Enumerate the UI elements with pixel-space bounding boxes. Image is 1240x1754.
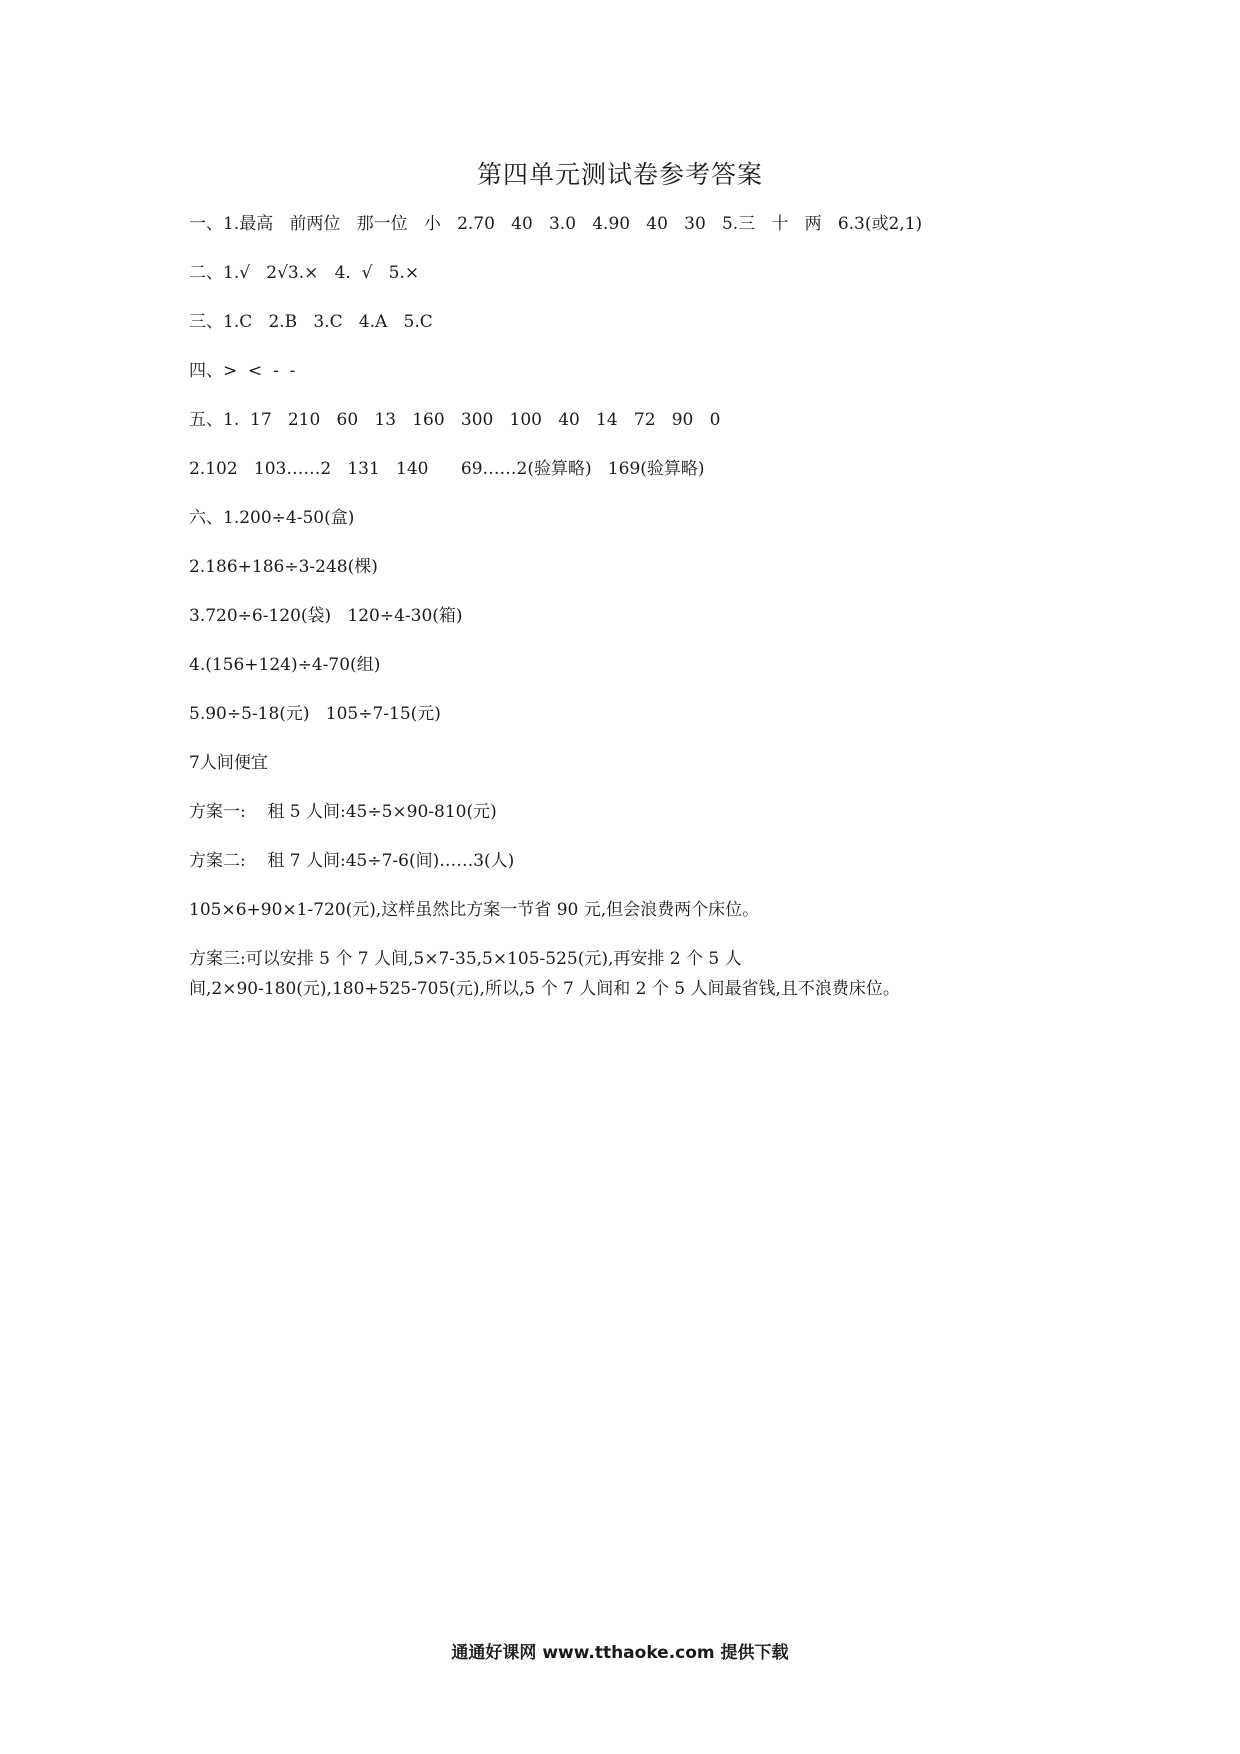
answer-plan-3-line-1: 方案三:可以安排 5 个 7 人间,5×7-35,5×105-525(元),再安排 2 个 5 人	[189, 949, 742, 969]
answer-section-6-q2: 2.186+186÷3-248(棵)	[189, 557, 378, 577]
answer-section-3: 三、1.C 2.B 3.C 4.A 5.C	[189, 312, 433, 332]
answer-section-6-q3: 3.720÷6-120(袋) 120÷4-30(箱)	[189, 606, 463, 626]
page-title: 第四单元测试卷参考答案	[476, 160, 763, 189]
answer-section-6-q1: 六、1.200÷4-50(盒)	[189, 508, 355, 528]
answer-plan-1: 方案一: 租 5 人间:45÷5×90-810(元)	[189, 802, 497, 822]
answer-section-5-part-2: 2.102 103……2 131 140 69……2(验算略) 169(验算略)	[189, 459, 705, 479]
answer-section-5-part-1: 五、1. 17 210 60 13 160 300 100 40 14 72 90 0	[189, 410, 721, 430]
answer-plan-2-cost: 105×6+90×1-720(元),这样虽然比方案一节省 90 元,但会浪费两个床位。	[189, 900, 760, 920]
answer-section-1: 一、1.最高 前两位 那一位 小 2.70 40 3.0 4.90 40 30 5.三 十 两 6.3(或2,1)	[189, 214, 923, 234]
answer-section-6-q5: 5.90÷5-18(元) 105÷7-15(元)	[189, 704, 441, 724]
answer-section-2: 二、1.√ 2√3.× 4. √ 5.×	[189, 263, 420, 283]
answer-content	[189, 212, 1089, 1026]
answer-plan-2: 方案二: 租 7 人间:45÷7-6(间)……3(人)	[189, 851, 515, 871]
answer-conclusion: 7人间便宜	[189, 753, 268, 773]
answer-section-4: 四、> < - -	[189, 361, 296, 381]
answer-plan-3-line-2: 间,2×90-180(元),180+525-705(元),所以,5 个 7 人间和 2 个 5 人间最省钱,且不浪费床位。	[189, 979, 900, 999]
footer-watermark: 通通好课网 www.tthaoke.com 提供下载	[451, 1643, 789, 1663]
answer-section-6-q4: 4.(156+124)÷4-70(组)	[189, 655, 381, 675]
